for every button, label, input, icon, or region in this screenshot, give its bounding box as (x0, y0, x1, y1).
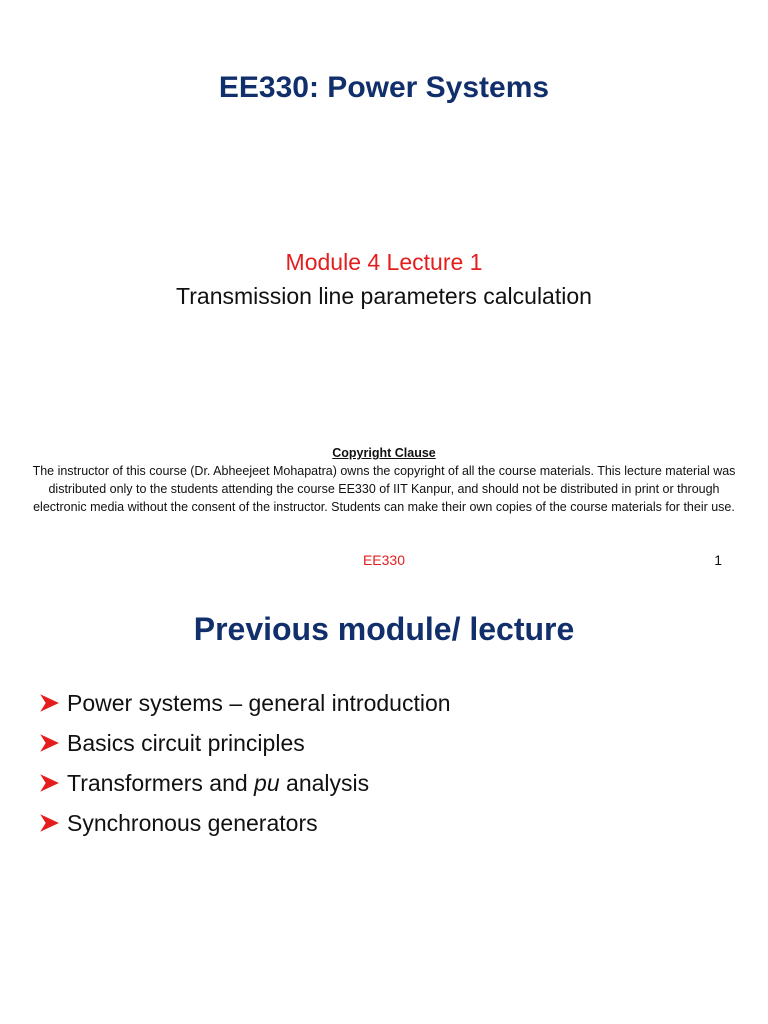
page-number: 1 (714, 552, 722, 568)
bullet-item (38, 803, 451, 843)
arrow-bullet-icon (38, 732, 60, 754)
slide-2 (0, 585, 768, 1024)
bullet-text: Synchronous generators (67, 809, 318, 836)
copyright-block (30, 444, 738, 516)
bullet-text: Power systems – general introduction (67, 689, 451, 716)
footer-course-code: EE330 (362, 552, 406, 568)
bullet-text-italic: pu (254, 769, 280, 796)
bullet-text (67, 770, 369, 797)
arrow-bullet-icon (38, 772, 60, 794)
bullet-list (38, 683, 451, 843)
slide-title: Previous module/ lecture (193, 611, 575, 647)
bullet-text-after: analysis (279, 769, 370, 796)
bullet-item (38, 763, 451, 803)
copyright-heading: Copyright Clause (332, 446, 436, 460)
slide-subtitle: Transmission line parameters calculation (176, 283, 592, 309)
arrow-bullet-icon (38, 812, 60, 834)
module-lecture-label: Module 4 Lecture 1 (285, 249, 483, 275)
copyright-text: The instructor of this course (Dr. Abheejeet Mohapatra) owns the copyright of all the course materials. This lecture material was distributed only to the students attending the course EE330 of IIT Kanpur, and should not be distributed in print or through electronic media without the consent of the instructor. Students can make their own copies of the course materials for their use. (32, 464, 736, 514)
bullet-text: Basics circuit principles (67, 729, 305, 756)
bullet-item (38, 723, 451, 763)
bullet-item (38, 683, 451, 723)
bullet-text-before: Transformers and (67, 769, 255, 796)
arrow-bullet-icon (38, 692, 60, 714)
slide-title: EE330: Power Systems (218, 71, 550, 104)
